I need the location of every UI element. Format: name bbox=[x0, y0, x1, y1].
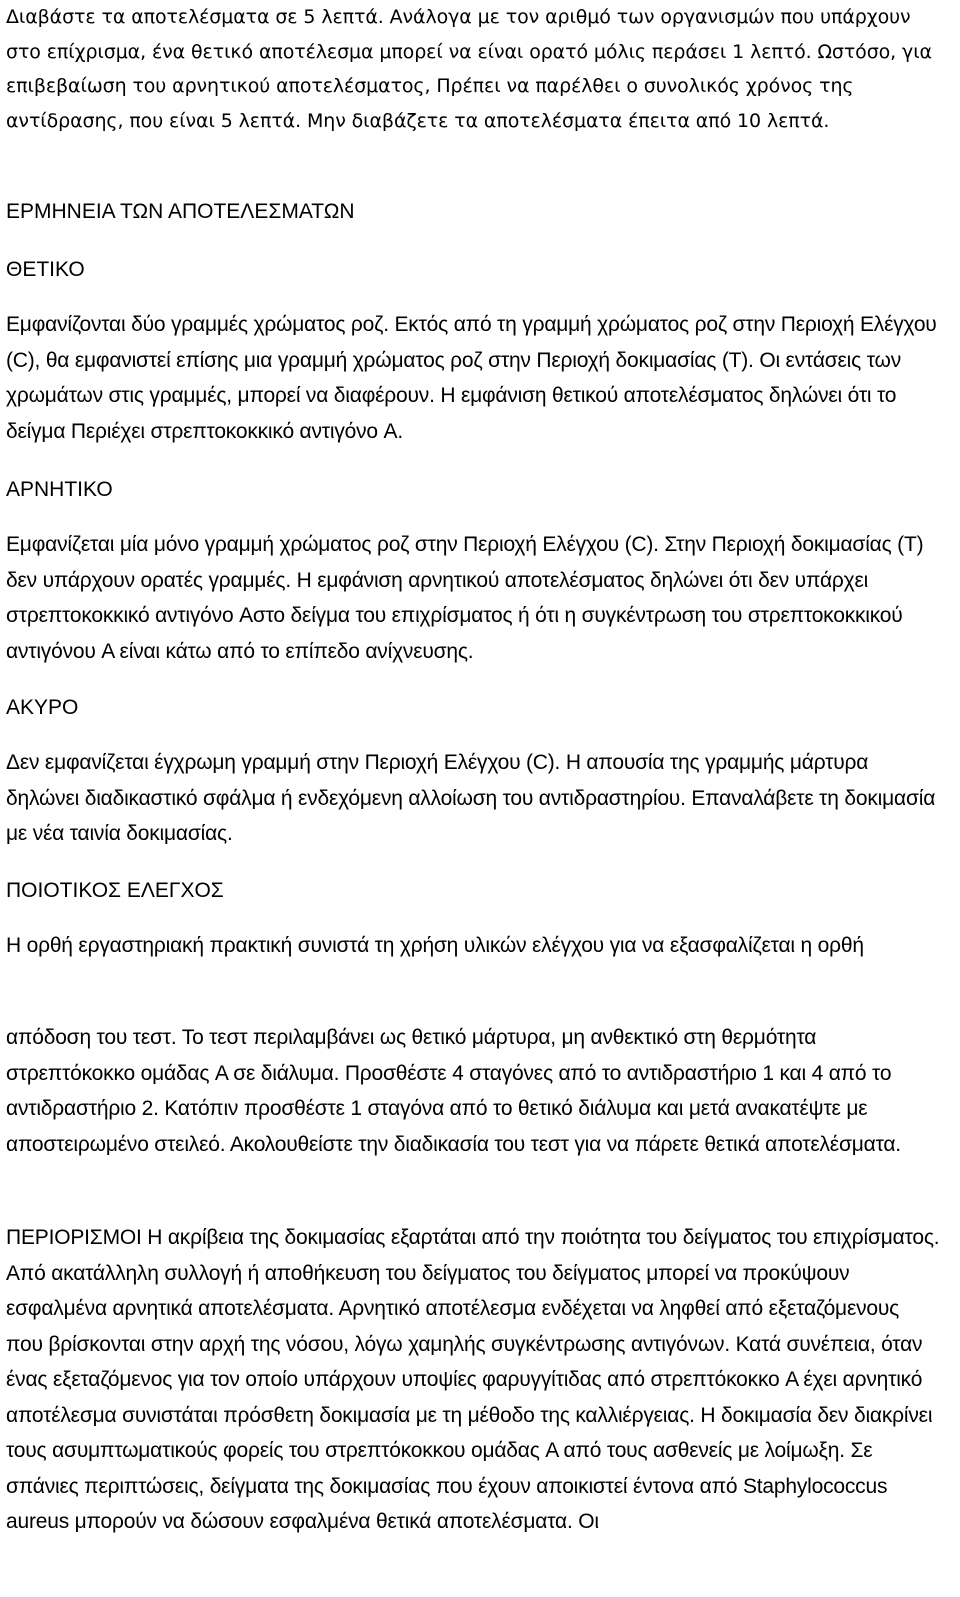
invalid-paragraph: Δεν εμφανίζεται έγχρωμη γραμμή στην Περιοχή Ελέγχου (C). Η απουσία της γραμμής μάρτυρα δηλώνει διαδικαστικό σφάλμα ή ενδεχόμενη αλλοίωση του αντιδραστηρίου. Επαναλάβετε τη δοκιμασία με νέα ταινία δοκιμασίας. bbox=[6, 751, 936, 845]
intro-paragraph: Διαβάστε τα αποτελέσματα σε 5 λεπτά. Ανάλογα με τον αριθμό των οργανισμών που υπάρχουν στο επίχρισμα, ένα θετικό αποτέλεσμα μπορεί να είναι ορατό μόλις περάσει 1 λεπτό. Ωστόσο, για επιβεβαίωση του αρνητικού αποτελέσματος, Πρέπει να παρέλθει ο συνολικός χρόνος της αντίδρασης, που είναι 5 λεπτά. Μην διαβάζετε τα αποτελέσματα έπειτα από 10 λεπτά. bbox=[6, 6, 932, 132]
interpretation-heading: ΕΡΜΗΝΕΙΑ ΤΩΝ ΑΠΟΤΕΛΕΣΜΑΤΩΝ bbox=[6, 200, 355, 223]
quality-control-paragraph-2: απόδοση του τεστ. Το τεστ περιλαμβάνει ως θετικό μάρτυρα, μη ανθεκτικό στη θερμότητα στρεπτόκοκκο ομάδας A σε διάλυμα. Προσθέστε 4 σταγόνες από το αντιδραστήριο 1 και 4 από το αντιδραστήριο 2. Κατόπιν προσθέστε 1 σταγόνα από το θετικό διάλυμα και μετά ανακατέψτε με αποστειρωμένο στειλεό. Ακολουθείστε την διαδικασία του τεστ για να πάρετε θετικά αποτελέσματα. bbox=[6, 1026, 901, 1156]
quality-control-heading: ΠΟΙΟΤΙΚΟΣ ΕΛΕΓΧΟΣ bbox=[6, 879, 224, 902]
negative-paragraph: Εμφανίζεται μία μόνο γραμμή χρώματος ροζ στην Περιοχή Ελέγχου (C). Στην Περιοχή δοκιμασίας (T) δεν υπάρχουν ορατές γραμμές. Η εμφάνιση αρνητικού αποτελέσματος δηλώνει ότι δεν υπάρχει στρεπτοκοκκικό αντιγόνο Aστο δείγμα του επιχρίσματος ή ότι η συγκέντρωση του στρεπτοκοκκικού αντιγόνου A είναι κάτω από το επίπεδο ανίχνευσης. bbox=[6, 533, 924, 663]
limitations-paragraph: ΠΕΡΙΟΡΙΣΜΟΙ Η ακρίβεια της δοκιμασίας εξαρτάται από την ποιότητα του δείγματος του επιχρίσματος. Από ακατάλληλη συλλογή ή αποθήκευση του δείγματος του δείγματος μπορεί να προκύψουν εσφαλμένα αρνητικά αποτελέσματα. Αρνητικό αποτέλεσμα ενδέχεται να ληφθεί από εξεταζόμενους που βρίσκονται στην αρχή της νόσου, λόγω χαμηλής συγκέντρωσης αντιγόνων. Κατά συνέπεια, όταν ένας εξεταζόμενος για τον οποίο υπάρχουν υποψίες φαρυγγίτιδας από στρεπτόκοκκο A έχει αρνητικό αποτέλεσμα συνιστάται πρόσθετη δοκιμασία με τη μέθοδο της καλλιέργειας. Η δοκιμασία δεν διακρίνει τους ασυμπτωματικούς φορείς του στρεπτόκοκκου ομάδας A από τους ασθενείς με λοίμωξη. Σε σπάνιες περιπτώσεις, δείγματα της δοκιμασίας που έχουν αποικιστεί έντονα από Staphylococcus aureus μπορούν να δώσουν εσφαλμένα θετικά αποτελέσματα. Οι bbox=[6, 1226, 940, 1533]
invalid-heading: ΑΚΥΡΟ bbox=[6, 696, 79, 719]
quality-control-paragraph-1: Η ορθή εργαστηριακή πρακτική συνιστά τη χρήση υλικών ελέγχου για να εξασφαλίζεται η ορθή bbox=[6, 934, 864, 957]
negative-heading: ΑΡΝΗΤΙΚΟ bbox=[6, 478, 113, 501]
positive-heading: ΘΕΤΙΚΟ bbox=[6, 258, 85, 281]
positive-paragraph: Εμφανίζονται δύο γραμμές χρώματος ροζ. Εκτός από τη γραμμή χρώματος ροζ στην Περιοχή Ελέγχου (C), θα εμφανιστεί επίσης μια γραμμή χρώματος ροζ στην Περιοχή δοκιμασίας (T). Οι εντάσεις των χρωμάτων στις γραμμές, μπορεί να διαφέρουν. Η εμφάνιση θετικού αποτελέσματος δηλώνει ότι το δείγμα Περιέχει στρεπτοκοκκικό αντιγόνο A. bbox=[6, 313, 937, 443]
